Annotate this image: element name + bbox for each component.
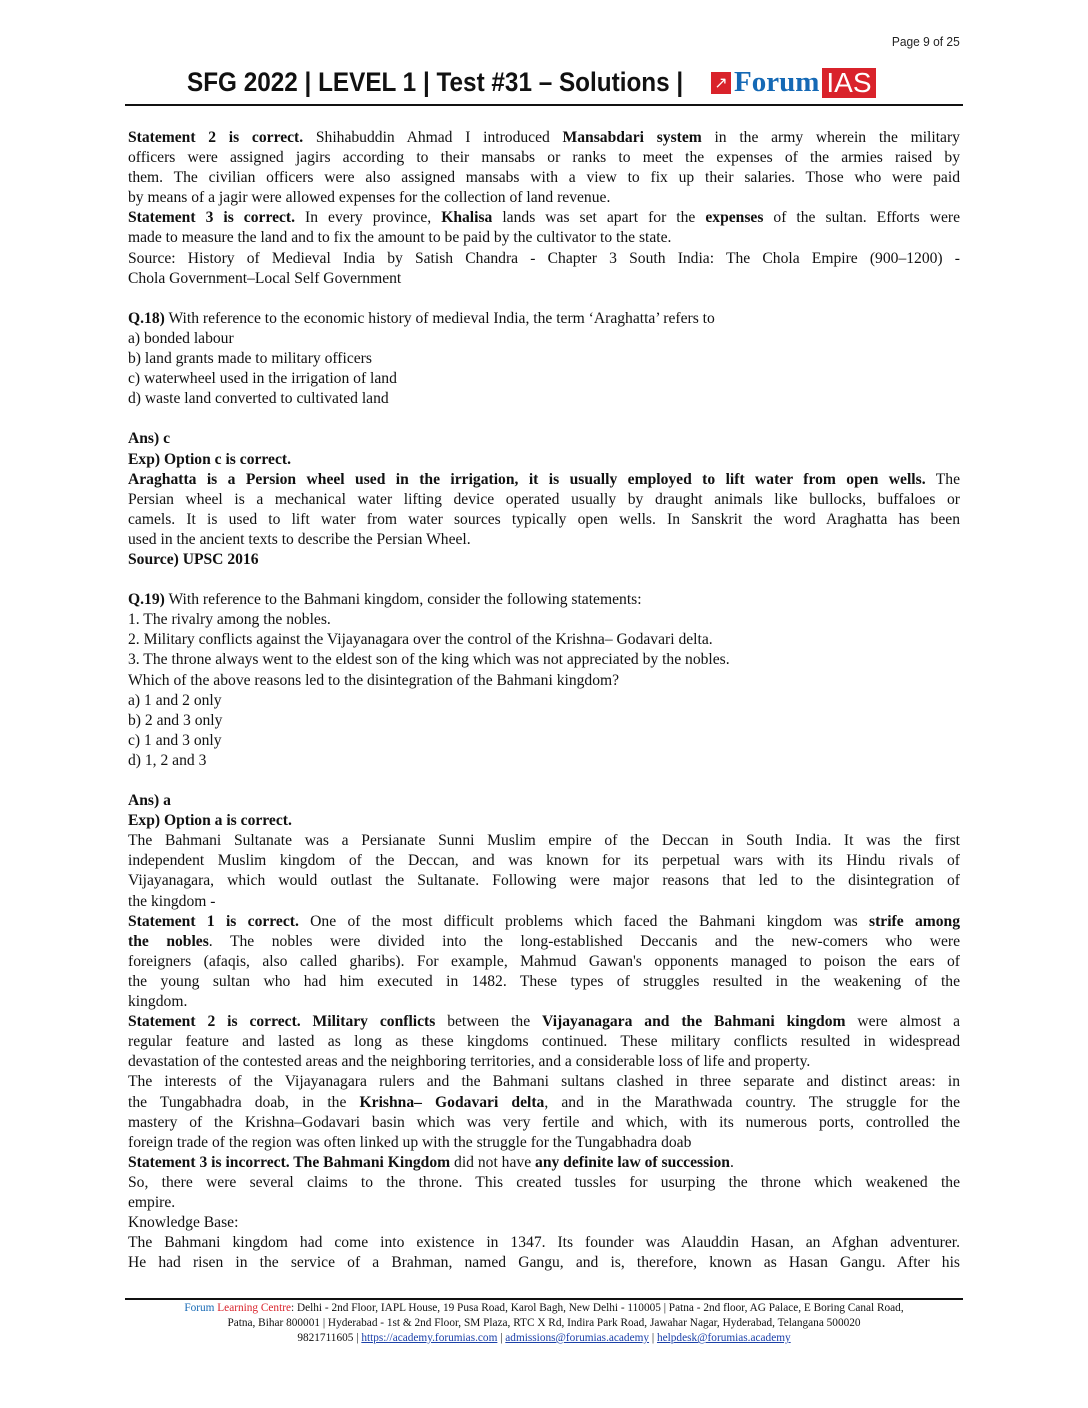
text-line xyxy=(128,208,960,228)
website-link[interactable]: https://academy.forumias.com xyxy=(361,1332,498,1344)
bold-text: Q.18) xyxy=(128,309,165,327)
text-line xyxy=(128,148,960,168)
text-line xyxy=(128,329,960,349)
text: by means of a jagir were allowed expenses for the collection of land revenue. xyxy=(128,189,611,207)
text: Source: History of Medieval India by Satish Chandra - Chapter 3 South India: The Chola Empire (900–1200) - xyxy=(128,249,960,267)
text: The Bahmani kingdom had come into existence in 1347. Its founder was Alauddin Hasan, an Afghan adventurer. xyxy=(128,1234,960,1252)
text: c) waterwheel used in the irrigation of land xyxy=(128,370,397,388)
page-header xyxy=(187,66,876,99)
text: them. The civilian officers were also assigned mansabs with a view to fix up their salaries. Those who were paid xyxy=(128,169,960,187)
bold-text: Araghatta is a Persion wheel used in the irrigation, it is usually employed to lift water from open wells. xyxy=(128,470,926,488)
text: camels. It is used to lift water from water sources typically open wells. In Sanskrit the word Araghatta has been xyxy=(128,510,960,528)
text: the kingdom - xyxy=(128,892,216,910)
text: With reference to the economic history of medieval India, the term ‘Araghatta’ refers to xyxy=(164,309,715,327)
text-line xyxy=(128,1072,960,1092)
footer-divider xyxy=(125,1298,963,1300)
bold-text: Statement 1 is correct. xyxy=(128,912,299,930)
text: between the xyxy=(435,1013,543,1031)
text-line xyxy=(128,1012,960,1032)
footer xyxy=(125,1301,963,1346)
text-line xyxy=(128,892,960,912)
bold-text: any definite law of succession xyxy=(535,1153,730,1171)
text: , and in the Marathwada country. The struggle for the xyxy=(544,1093,960,1111)
bold-text: Krishna– Godavari delta xyxy=(359,1093,545,1111)
text: used in the ancient texts to describe the Persian Wheel. xyxy=(128,530,471,548)
text-line xyxy=(128,450,960,470)
text: empire. xyxy=(128,1193,176,1211)
text: Persian wheel is a mechanical water lifting device operated usually by draught animals like bullocks, buffaloes or xyxy=(128,490,960,508)
text: Which of the above reasons led to the disintegration of the Bahmani kingdom? xyxy=(128,671,620,689)
text: kingdom. xyxy=(128,993,188,1011)
text-line xyxy=(128,671,960,691)
text-line xyxy=(128,1193,960,1213)
text: b) land grants made to military officers xyxy=(128,350,372,368)
separator: | xyxy=(649,1332,657,1344)
bold-text: expenses xyxy=(705,209,764,227)
text: made to measure the land and to fix the amount to be paid by the cultivator to the state. xyxy=(128,229,672,247)
text-line xyxy=(128,168,960,188)
text-line xyxy=(128,550,960,570)
text-line xyxy=(128,952,960,972)
text-line xyxy=(128,510,960,530)
text: a) bonded labour xyxy=(128,329,234,347)
text-line xyxy=(128,912,960,932)
text-line xyxy=(128,128,960,148)
text: 3. The throne always went to the eldest son of the king which was not appreciated by the nobles. xyxy=(128,651,730,669)
text: With reference to the Bahmani kingdom, consider the following statements: xyxy=(164,591,642,609)
text: Shihabuddin Ahmad I introduced xyxy=(303,129,563,146)
text-line xyxy=(128,610,960,630)
bold-text: Ans) a xyxy=(128,792,171,810)
footer-centre: Learning Centre xyxy=(217,1302,291,1314)
footer-address-2: Patna, Bihar 800001 | Hyderabad - 1st & 2nd Floor, SM Plaza, RTC X Rd, Indira Park Road, Jawahar Nagar, Hyderabad, Telangana 500020 xyxy=(227,1317,861,1329)
bold-text: Ans) c xyxy=(128,430,171,448)
text-line xyxy=(128,711,960,731)
text-line xyxy=(128,751,960,771)
admissions-email-link[interactable]: admissions@forumias.academy xyxy=(505,1332,650,1344)
text: lands was set apart for the xyxy=(492,209,706,227)
blank-line xyxy=(128,570,960,590)
bold-text: Statement 2 is correct. xyxy=(128,129,304,146)
text-line xyxy=(128,349,960,369)
document-title: SFG 2022 | LEVEL 1 | Test #31 – Solutions | xyxy=(187,67,684,97)
text: Knowledge Base: xyxy=(128,1214,239,1232)
text-line xyxy=(128,1253,960,1273)
bold-text: Statement 3 is incorrect. The Bahmani Kingdom xyxy=(128,1153,451,1171)
footer-address-1: : Delhi - 2nd Floor, IAPL House, 19 Pusa Road, Karol Bagh, New Delhi - 110005 | Patna - 2nd floor, AG Palace, E Boring Canal Road, xyxy=(291,1302,904,1314)
text-line xyxy=(128,851,960,871)
text: d) 1, 2 and 3 xyxy=(128,751,207,769)
logo-forum-text: Forum xyxy=(734,66,820,98)
text: Chola Government–Local Self Government xyxy=(128,269,402,287)
text: of the sultan. Efforts were xyxy=(763,209,960,227)
text: foreigners (afaqis, also called gharibs). For example, Mahmud Gawan's opponents managed to poison the ears of xyxy=(128,952,960,970)
bold-text: Source) UPSC 2016 xyxy=(128,550,259,568)
text-line xyxy=(128,369,960,389)
text-line xyxy=(128,1133,960,1153)
text: b) 2 and 3 only xyxy=(128,711,223,729)
text-line xyxy=(128,269,960,289)
header-divider xyxy=(125,104,963,106)
text: . The nobles were divided into the long-established Deccanis and the new-comers who were xyxy=(208,932,960,950)
bold-text: Mansabdari system xyxy=(562,129,702,146)
text: In every province, xyxy=(295,209,442,227)
text: independent Muslim kingdom of the Deccan, and was known for its perpetual wars with its Hindu rivals of xyxy=(128,852,960,870)
text-line xyxy=(128,429,960,449)
footer-phone: 9821711605 | xyxy=(297,1332,362,1344)
blank-line xyxy=(128,289,960,309)
text-line xyxy=(128,731,960,751)
bold-text: the nobles xyxy=(128,932,209,950)
text-line xyxy=(128,1153,960,1173)
text-line xyxy=(128,791,960,811)
footer-forum: Forum xyxy=(184,1302,215,1314)
bold-text: Statement 2 is correct. Military conflicts xyxy=(128,1013,436,1031)
bold-text: strife among xyxy=(869,912,960,930)
text-line xyxy=(128,992,960,1012)
bold-text: Exp) Option a is correct. xyxy=(128,812,292,830)
bold-text: Vijayanagara and the Bahmani kingdom xyxy=(542,1013,846,1031)
bold-text: Q.19) xyxy=(128,591,165,609)
separator: | xyxy=(497,1332,506,1344)
text: were almost a xyxy=(845,1013,960,1031)
text: 1. The rivalry among the nobles. xyxy=(128,611,331,629)
text: the young sultan who had him executed in 1482. These types of struggles resulted in the weakening of the xyxy=(128,972,960,990)
helpdesk-email-link[interactable]: helpdesk@forumias.academy xyxy=(656,1332,791,1344)
text: . xyxy=(729,1153,734,1171)
text-line xyxy=(128,1233,960,1253)
text-line xyxy=(128,972,960,992)
text: The Bahmani Sultanate was a Persianate Sunni Muslim empire of the Deccan in South India. It was the first xyxy=(128,832,960,850)
text-line xyxy=(128,470,960,490)
text: One of the most difficult problems which faced the Bahmani kingdom was xyxy=(298,912,870,930)
text-line xyxy=(128,1113,960,1133)
text-line xyxy=(128,871,960,891)
text: d) waste land converted to cultivated land xyxy=(128,390,389,408)
page-number: Page 9 of 25 xyxy=(892,34,960,49)
text-line xyxy=(128,1213,960,1233)
text: mastery of the Krishna–Godavari basin which was very fertile and which, with its numerous ports, controlled the xyxy=(128,1113,960,1131)
text: The interests of the Vijayanagara rulers and the Bahmani sultans clashed in three separate and distinct areas: in xyxy=(128,1073,960,1091)
text: regular feature and lasted as long as these kingdoms continued. These military conflicts resulted in widespread xyxy=(128,1033,960,1051)
text-line xyxy=(128,1173,960,1193)
text-line xyxy=(128,1093,960,1113)
text: devastation of the contested areas and the neighboring territories, and a considerable loss of life and property. xyxy=(128,1053,811,1071)
text-line xyxy=(128,249,960,269)
text-line xyxy=(128,1032,960,1052)
bold-text: Khalisa xyxy=(441,209,493,227)
text: He had risen in the service of a Brahman, named Gangu, and is, therefore, known as Hasan Gangu. After his xyxy=(128,1254,960,1272)
text-line xyxy=(128,650,960,670)
logo-ias-text: IAS xyxy=(822,68,875,98)
text-line xyxy=(128,188,960,208)
text: So, there were several claims to the throne. This created tussles for usurping the throne which weakened the xyxy=(128,1173,960,1191)
forumias-logo xyxy=(711,66,876,99)
text: a) 1 and 2 only xyxy=(128,691,222,709)
text: c) 1 and 3 only xyxy=(128,731,222,749)
text-line xyxy=(128,811,960,831)
text-line xyxy=(128,490,960,510)
text: in the army wherein the military xyxy=(701,129,960,146)
text-line xyxy=(128,530,960,550)
text-line xyxy=(128,309,960,329)
bold-text: Statement 3 is correct. xyxy=(128,209,296,227)
bold-text: Exp) Option c is correct. xyxy=(128,450,291,468)
text: the Tungabhadra doab, in the xyxy=(128,1093,360,1111)
text-line xyxy=(128,932,960,952)
arrow-icon: ↗ xyxy=(711,72,731,94)
text: The xyxy=(925,470,960,488)
text-line xyxy=(128,831,960,851)
text: 2. Military conflicts against the Vijayanagara over the control of the Krishna– Godavari delta. xyxy=(128,631,713,649)
text-line xyxy=(128,389,960,409)
text-line xyxy=(128,630,960,650)
text-line xyxy=(128,590,960,610)
blank-line xyxy=(128,409,960,429)
text-line xyxy=(128,1052,960,1072)
text: did not have xyxy=(450,1153,536,1171)
text: officers were assigned jagirs according to their mansabs or ranks to meet the expenses of the armies raised by xyxy=(128,149,960,167)
blank-line xyxy=(128,771,960,791)
text: Vijayanagara, which would outlast the Sultanate. Following were major reasons that led to the disintegration of xyxy=(128,872,960,890)
text-line xyxy=(128,691,960,711)
text: foreign trade of the region was often linked up with the struggle for the Tungabhadra doab xyxy=(128,1133,692,1151)
document-body xyxy=(128,128,960,1273)
text-line xyxy=(128,228,960,248)
